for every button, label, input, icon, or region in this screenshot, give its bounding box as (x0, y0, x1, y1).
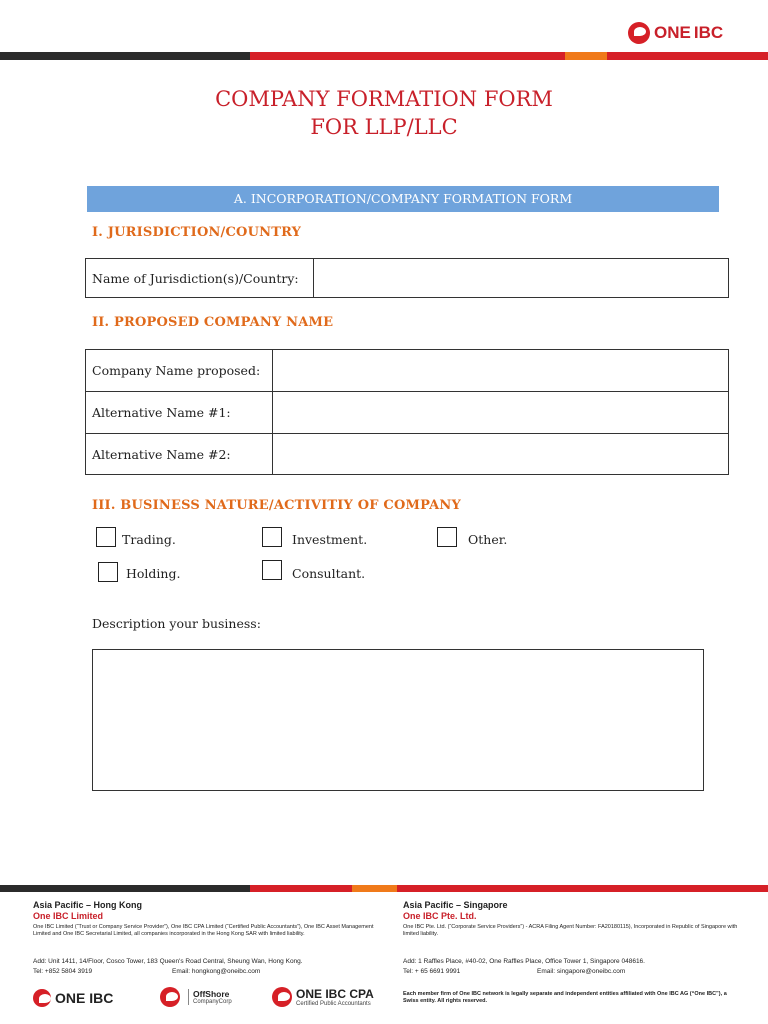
jurisdiction-label: Name of Jurisdiction(s)/Country: (86, 259, 314, 298)
footer-logo-cpa (272, 987, 374, 1007)
alternative-name-1-input[interactable] (273, 392, 729, 434)
footer-offshore-icon (160, 987, 180, 1007)
footer-offshore-text (188, 989, 232, 1005)
company-name-proposed-label: Company Name proposed: (86, 350, 273, 392)
footer-sg-entity: One IBC Pte. Ltd. (403, 911, 477, 921)
footer-cpa-line2: Certified Public Accountants (296, 1001, 371, 1007)
footer-sg-region: Asia Pacific – Singapore (403, 900, 508, 910)
company-name-proposed-input[interactable] (273, 350, 729, 392)
investment-checkbox[interactable] (262, 527, 282, 547)
alternative-name-2-label: Alternative Name #2: (86, 434, 273, 475)
consultant-checkbox[interactable] (262, 560, 282, 580)
footer-stripe-dark (0, 885, 250, 892)
footer-stripe-red (250, 885, 768, 892)
footer-sg-address: Add: 1 Raffles Place, #40-02, One Raffles Place, Office Tower 1, Singapore 048616. (403, 958, 645, 965)
footer-logo-oneibc (33, 989, 113, 1007)
footer-oneibc-icon (33, 989, 51, 1007)
other-checkbox[interactable] (437, 527, 457, 547)
footer-hk-description: One IBC Limited (“Trust or Company Service Provider”), One IBC CPA Limited (“Certified Public Accountants”), One IBC Asset Management Limited and One IBC Secretarial Limited, all companies incorporated in the Hong Kong SAR with limited liability. (33, 924, 374, 937)
alternative-name-1-label: Alternative Name #1: (86, 392, 273, 434)
footer-hk-entity: One IBC Limited (33, 911, 104, 921)
brand-logo-icon (628, 22, 650, 44)
footer-offshore-line2: CompanyCorp (193, 999, 232, 1005)
section-a-header: A. INCORPORATION/COMPANY FORMATION FORM (87, 186, 719, 212)
footer-hk-email: Email: hongkong@oneibc.com (172, 968, 261, 975)
jurisdiction-table (85, 258, 729, 298)
form-title-line1: COMPANY FORMATION FORM (215, 87, 553, 111)
footer-hk-tel: Tel: +852 5804 3919 (33, 968, 93, 975)
trading-checkbox[interactable] (96, 527, 116, 547)
footer-cpa-icon (272, 987, 292, 1007)
header-stripe-dark (0, 52, 250, 60)
header-stripe-red (250, 52, 768, 60)
consultant-label: Consultant. (292, 566, 366, 581)
jurisdiction-heading: I. JURISDICTION/COUNTRY (92, 225, 302, 240)
holding-label: Holding. (126, 566, 181, 581)
company-name-heading: II. PROPOSED COMPANY NAME (92, 315, 334, 330)
footer-sg-disclaimer: Each member firm of One IBC network is legally separate and independent entities affiliated with One IBC AG (“One IBC”), a Swiss entity. All rights reserved. (403, 991, 727, 1004)
business-nature-heading: III. BUSINESS NATURE/ACTIVITIY OF COMPANY (92, 498, 461, 513)
jurisdiction-input[interactable] (314, 259, 729, 298)
company-name-table (85, 349, 729, 475)
header-stripe-orange (565, 52, 607, 60)
footer-stripe-orange (352, 885, 397, 892)
form-title-line2: FOR LLP/LLC (310, 115, 458, 139)
investment-label: Investment. (292, 532, 368, 547)
footer-sg-email: Email: singapore@oneibc.com (537, 968, 626, 975)
footer-logo-offshore (160, 987, 232, 1007)
footer-cpa-line1: ONE IBC CPA (296, 987, 374, 1001)
footer-hk-region: Asia Pacific – Hong Kong (33, 900, 143, 910)
footer-hk-address: Add: Unit 1411, 14/Floor, Cosco Tower, 183 Queen's Road Central, Sheung Wan, Hong Kong. (33, 958, 303, 965)
trading-label: Trading. (122, 532, 176, 547)
description-textarea[interactable] (92, 649, 704, 791)
brand-name-one: ONE (654, 23, 691, 42)
footer-sg-tel: Tel: + 65 6691 9991 (403, 968, 461, 975)
other-label: Other. (468, 532, 508, 547)
description-label: Description your business: (92, 616, 261, 631)
alternative-name-2-input[interactable] (273, 434, 729, 475)
holding-checkbox[interactable] (98, 562, 118, 582)
footer-cpa-text (296, 987, 374, 1007)
brand-logo (628, 22, 723, 44)
footer-sg-description: One IBC Pte. Ltd. (“Corporate Service Providers”) - ACRA Filing Agent Number: FA20180115), Incorporated in Republic of Singapore with limited liability. (403, 924, 738, 937)
footer-offshore-line1: OffShore (193, 989, 230, 999)
brand-name-ibc: IBC (693, 23, 724, 42)
footer-logo-oneibc-text: ONE IBC (55, 990, 114, 1006)
